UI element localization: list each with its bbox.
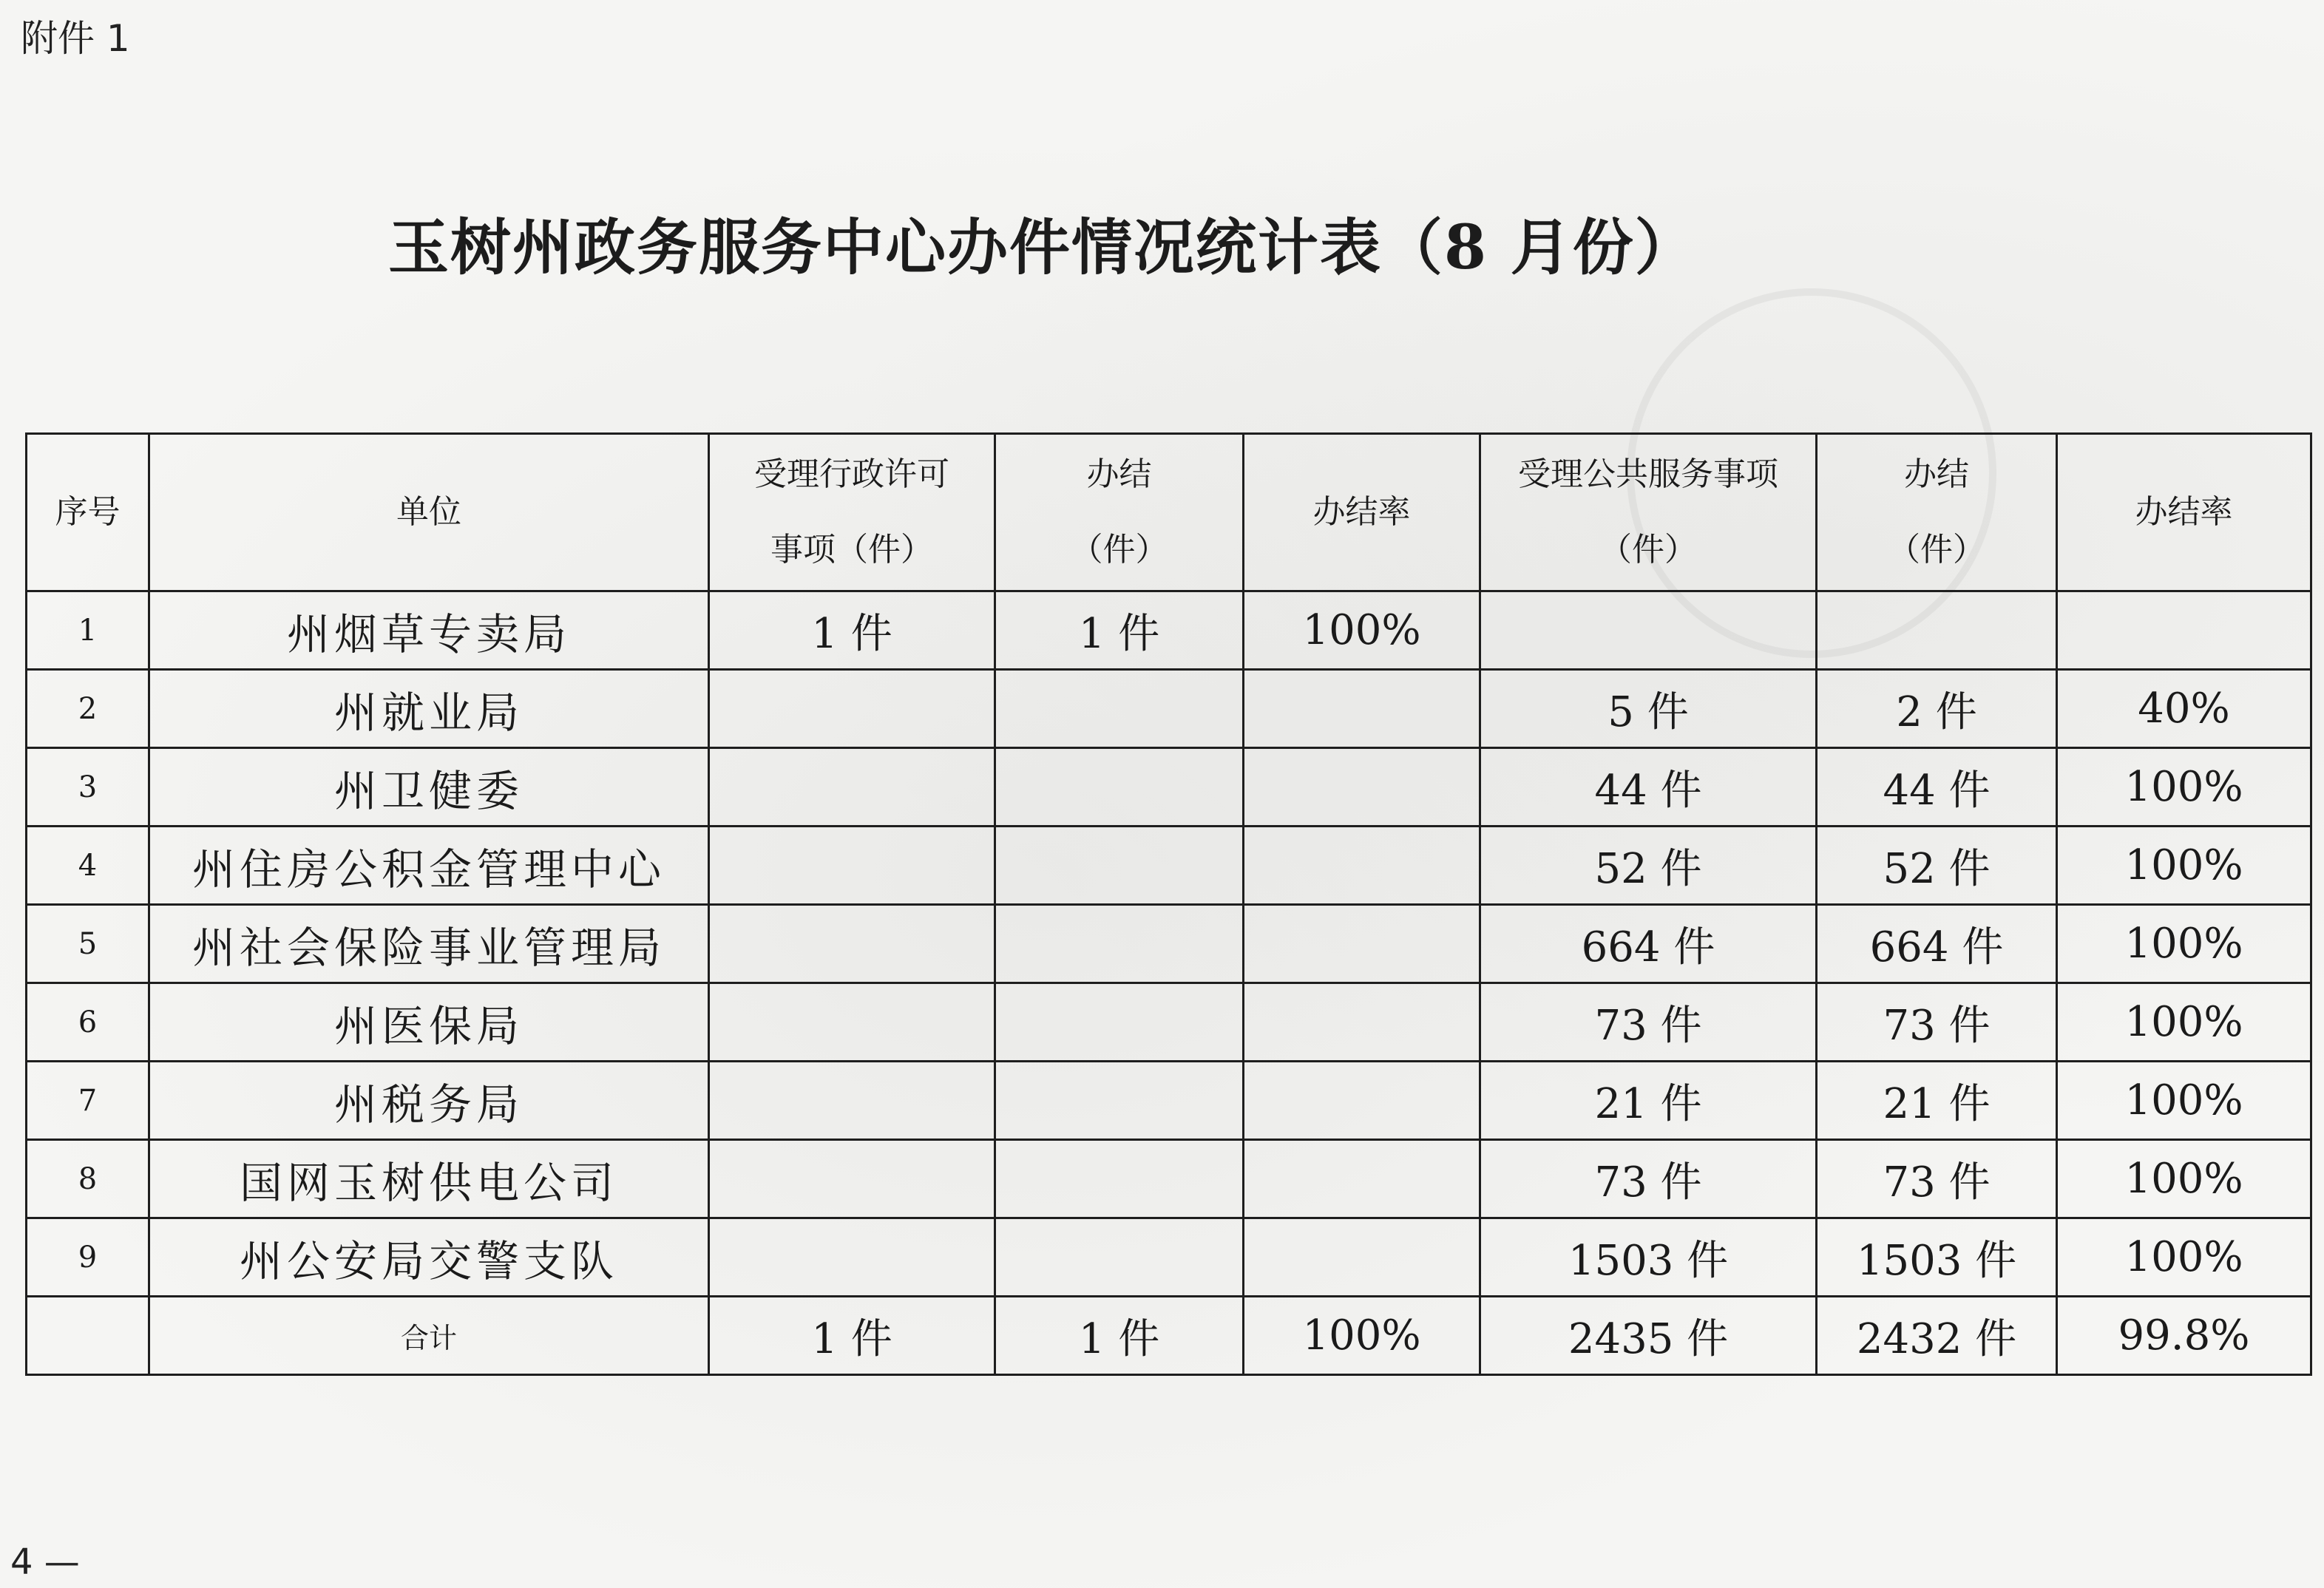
table-header-row (27, 434, 2311, 591)
cell-seq: 4 (27, 827, 149, 905)
cell-public-done: 1503 件 (1817, 1218, 2057, 1297)
cell-total-public-rate: 99.8% (2057, 1297, 2311, 1375)
cell-admin-done (995, 827, 1244, 905)
cell-admin-rate (1244, 748, 1480, 827)
attachment-label: 附件 1 (21, 17, 130, 60)
header-public-rate: 办结率 (2057, 434, 2311, 591)
cell-public-accepted: 73 件 (1480, 1140, 1817, 1218)
cell-total-admin-accepted: 1 件 (709, 1297, 995, 1375)
cell-admin-done (995, 1140, 1244, 1218)
table-row (27, 1140, 2311, 1218)
cell-seq: 7 (27, 1062, 149, 1140)
cell-public-rate: 100% (2057, 1140, 2311, 1218)
cell-public-accepted: 5 件 (1480, 670, 1817, 748)
table-row (27, 1062, 2311, 1140)
cell-admin-accepted (709, 748, 995, 827)
cell-seq: 1 (27, 591, 149, 670)
header-public-accepted-line1: 受理公共服务事项 (1518, 455, 1778, 493)
table-total-row (27, 1297, 2311, 1375)
header-admin-done (995, 434, 1244, 591)
cell-seq: 9 (27, 1218, 149, 1297)
cell-total-admin-rate: 100% (1244, 1297, 1480, 1375)
cell-public-accepted: 664 件 (1480, 905, 1817, 983)
table-row (27, 591, 2311, 670)
cell-public-done: 44 件 (1817, 748, 2057, 827)
cell-unit: 州卫健委 (149, 748, 709, 827)
cell-seq: 8 (27, 1140, 149, 1218)
cell-admin-accepted (709, 1062, 995, 1140)
header-admin-done-line2: （件） (1070, 531, 1168, 569)
cell-unit: 州住房公积金管理中心 (149, 827, 709, 905)
page-title: 玉树州政务服务中心办件情况统计表（8 月份） (388, 212, 1697, 283)
cell-public-accepted: 52 件 (1480, 827, 1817, 905)
cell-public-accepted: 44 件 (1480, 748, 1817, 827)
cell-admin-accepted (709, 670, 995, 748)
cell-admin-done: 1 件 (995, 591, 1244, 670)
header-admin-done-line1: 办结 (1086, 455, 1152, 493)
cell-public-rate: 40% (2057, 670, 2311, 748)
cell-admin-rate (1244, 1140, 1480, 1218)
cell-admin-rate (1244, 1062, 1480, 1140)
cell-seq: 2 (27, 670, 149, 748)
header-public-done-line1: 办结 (1904, 455, 1969, 493)
cell-total-seq (27, 1297, 149, 1375)
cell-admin-done (995, 748, 1244, 827)
cell-public-rate: 100% (2057, 983, 2311, 1062)
cell-admin-done (995, 905, 1244, 983)
cell-public-rate: 100% (2057, 905, 2311, 983)
cell-public-done (1817, 591, 2057, 670)
header-admin-accepted-line1: 受理行政许可 (754, 455, 949, 493)
cell-total-admin-done: 1 件 (995, 1297, 1244, 1375)
cell-public-accepted: 73 件 (1480, 983, 1817, 1062)
cell-admin-rate: 100% (1244, 591, 1480, 670)
cell-admin-rate (1244, 983, 1480, 1062)
cell-public-rate: 100% (2057, 827, 2311, 905)
table-row (27, 748, 2311, 827)
header-public-accepted-line2: （件） (1599, 531, 1697, 569)
cell-public-accepted: 21 件 (1480, 1062, 1817, 1140)
page-number: 4 — (10, 1541, 80, 1583)
cell-public-done: 52 件 (1817, 827, 2057, 905)
cell-unit: 州社会保险事业管理局 (149, 905, 709, 983)
header-public-done (1817, 434, 2057, 591)
cell-seq: 5 (27, 905, 149, 983)
cell-total-label: 合计 (149, 1297, 709, 1375)
header-unit: 单位 (149, 434, 709, 591)
cell-total-public-done: 2432 件 (1817, 1297, 2057, 1375)
cell-unit: 州医保局 (149, 983, 709, 1062)
table-row (27, 1218, 2311, 1297)
cell-public-done: 2 件 (1817, 670, 2057, 748)
header-admin-accepted (709, 434, 995, 591)
table-row (27, 905, 2311, 983)
cell-public-rate: 100% (2057, 1062, 2311, 1140)
header-admin-rate: 办结率 (1244, 434, 1480, 591)
cell-admin-accepted (709, 983, 995, 1062)
cell-public-rate: 100% (2057, 748, 2311, 827)
cell-admin-accepted (709, 827, 995, 905)
cell-total-public-accepted: 2435 件 (1480, 1297, 1817, 1375)
cell-public-rate (2057, 591, 2311, 670)
cell-admin-accepted (709, 1218, 995, 1297)
cell-admin-rate (1244, 905, 1480, 983)
cell-admin-done (995, 983, 1244, 1062)
cell-unit: 国网玉树供电公司 (149, 1140, 709, 1218)
cell-admin-accepted (709, 905, 995, 983)
cell-admin-done (995, 670, 1244, 748)
cell-seq: 3 (27, 748, 149, 827)
cell-public-accepted (1480, 591, 1817, 670)
cell-public-done: 73 件 (1817, 983, 2057, 1062)
cell-unit: 州税务局 (149, 1062, 709, 1140)
header-public-accepted (1480, 434, 1817, 591)
table-row (27, 670, 2311, 748)
cell-admin-done (995, 1218, 1244, 1297)
cell-public-done: 664 件 (1817, 905, 2057, 983)
header-admin-accepted-line2: 事项（件） (770, 531, 933, 569)
cell-admin-accepted (709, 1140, 995, 1218)
cell-public-accepted: 1503 件 (1480, 1218, 1817, 1297)
table-row (27, 983, 2311, 1062)
cell-public-done: 21 件 (1817, 1062, 2057, 1140)
cell-unit: 州烟草专卖局 (149, 591, 709, 670)
table-row (27, 827, 2311, 905)
cell-admin-accepted: 1 件 (709, 591, 995, 670)
cell-seq: 6 (27, 983, 149, 1062)
header-seq: 序号 (27, 434, 149, 591)
cell-admin-rate (1244, 827, 1480, 905)
cell-public-done: 73 件 (1817, 1140, 2057, 1218)
cell-admin-rate (1244, 1218, 1480, 1297)
cell-public-rate: 100% (2057, 1218, 2311, 1297)
statistics-table (25, 432, 2312, 1376)
cell-unit: 州公安局交警支队 (149, 1218, 709, 1297)
cell-admin-rate (1244, 670, 1480, 748)
cell-unit: 州就业局 (149, 670, 709, 748)
cell-admin-done (995, 1062, 1244, 1140)
header-public-done-line2: （件） (1888, 531, 1985, 569)
